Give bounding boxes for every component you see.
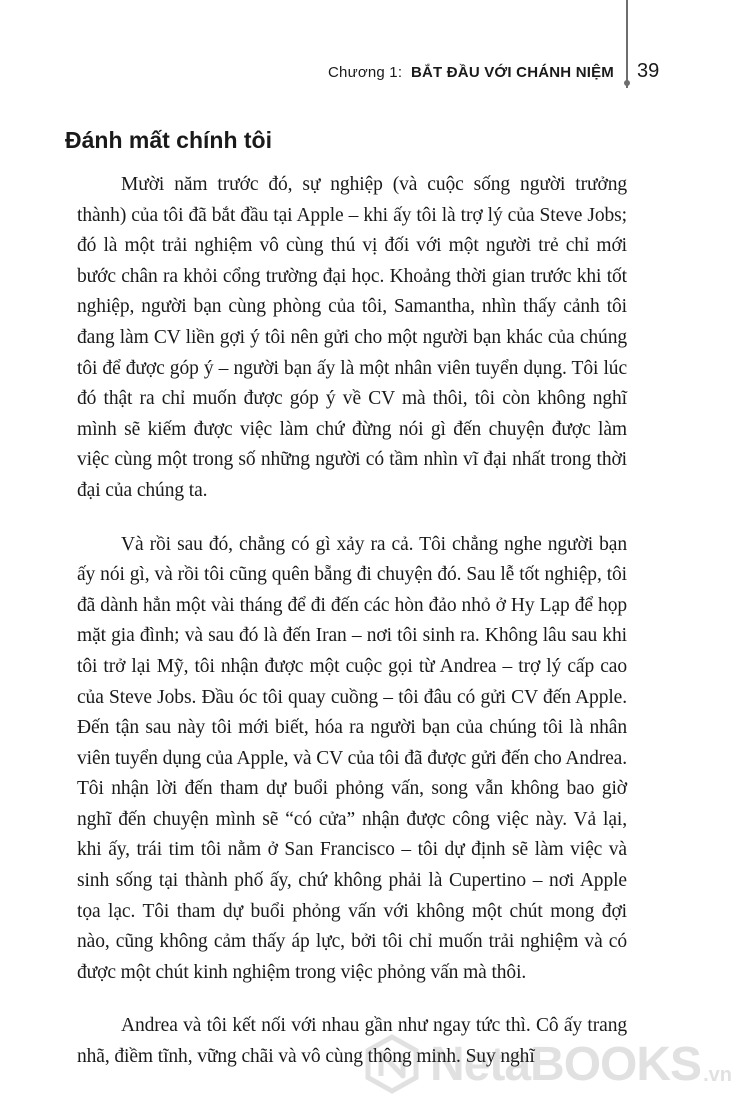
paragraph-1: Mười năm trước đó, sự nghiệp (và cuộc sống người trưởng thành) của tôi đã bắt đầu tại Apple – khi ấy tôi là trợ lý của Steve Jobs; đó là một trải nghiệm vô cùng thú vị đối với một người trẻ chỉ mới bước chân ra khỏi cổng trường đại học. Khoảng thời gian trước khi tốt nghiệp, người bạn cùng phòng của tôi, Samantha, nhìn thấy cảnh tôi đang làm CV liền gợi ý tôi nên gửi cho một người bạn khác của chúng tôi để được góp ý – người bạn ấy là một nhân viên tuyển dụng. Tôi lúc đó thật ra chỉ muốn được góp ý về CV mà thôi, tôi còn không nghĩ mình sẽ kiếm được việc làm chứ đừng nói gì đến chuyện được làm việc cùng một trong số những người có tầm nhìn vĩ đại nhất trong thời đại của chúng ta. [77, 174, 627, 501]
header-rule-dot [624, 80, 630, 86]
chapter-label: Chương 1: [328, 64, 403, 81]
header-vertical-rule [626, 0, 628, 88]
watermark-suffix: .vn [703, 1063, 732, 1086]
page-number: 39 [637, 60, 660, 82]
chapter-name: BẮT ĐẦU VỚI CHÁNH NIỆM [410, 64, 614, 81]
watermark-text: NetaBOOKS [430, 1037, 702, 1091]
netabooks-logo-icon [362, 1034, 422, 1094]
section-title: Đánh mất chính tôi [65, 127, 272, 153]
paragraph-3: Andrea và tôi kết nối với nhau gần như ngay tức thì. Cô ấy trang nhã, điềm tĩnh, vững chãi và vô cùng thông minh. Suy nghĩ [77, 1015, 627, 1068]
body-text [77, 170, 627, 1096]
running-header [328, 64, 614, 81]
watermark [362, 1030, 732, 1098]
paragraph-2: Và rồi sau đó, chẳng có gì xảy ra cả. Tôi chẳng nghe người bạn ấy nói gì, và rồi tôi cũng quên bẵng đi chuyện đó. Sau lễ tốt nghiệp, tôi đã dành hẳn một vài tháng để đi đến các hòn đảo nhỏ ở Hy Lạp để họp mặt gia đình; và sau đó là đến Iran – nơi tôi sinh ra. Không lâu sau khi tôi trở lại Mỹ, tôi nhận được một cuộc gọi từ Andrea – trợ lý cấp cao của Steve Jobs. Đầu óc tôi quay cuồng – tôi đâu có gửi CV đến Apple. Đến tận sau này tôi mới biết, hóa ra người bạn của chúng tôi là nhân viên tuyển dụng của Apple, và CV của tôi đã được gửi đến cho Andrea. Tôi nhận lời đến tham dự buổi phỏng vấn, song vẫn không bao giờ nghĩ đến chuyện mình sẽ “có cửa” nhận được công việc này. Vả lại, khi ấy, trái tim tôi nằm ở San Francisco – tôi dự định sẽ làm việc và sinh sống tại thành phố ấy, chứ không phải là Cupertino – nơi Apple tọa lạc. Tôi tham dự buổi phỏng vấn với không một chút mong đợi nào, cũng không cảm thấy áp lực, bởi tôi chỉ muốn trải nghiệm và có được một chút kinh nghiệm trong việc phỏng vấn mà thôi. [77, 533, 627, 983]
